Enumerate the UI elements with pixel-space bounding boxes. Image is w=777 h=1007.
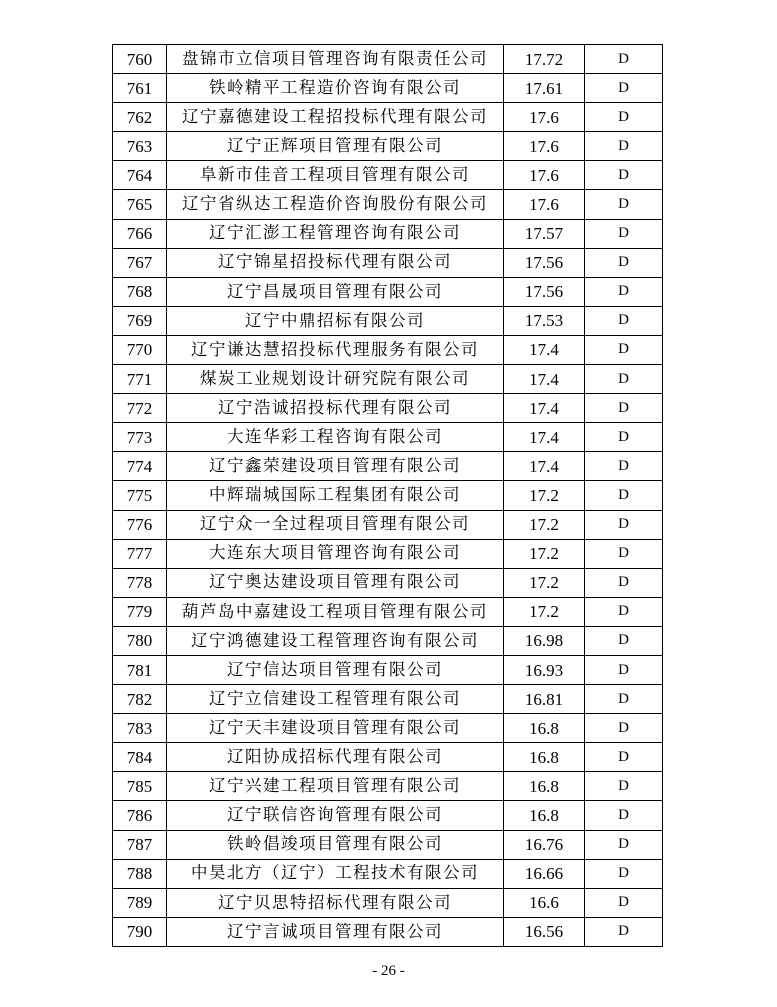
table-row [113,365,663,394]
grade-cell: D [585,597,663,626]
row-number-cell: 768 [113,277,167,306]
score-cell: 17.6 [504,190,585,219]
company-name-cell: 铁岭倡竣项目管理有限公司 [167,830,504,859]
row-number-cell: 760 [113,45,167,74]
grade-cell: D [585,539,663,568]
grade-cell: D [585,277,663,306]
table-row [113,859,663,888]
row-number-cell: 786 [113,801,167,830]
grade-cell: D [585,335,663,364]
score-cell: 16.6 [504,888,585,917]
row-number-cell: 790 [113,917,167,946]
grade-cell: D [585,452,663,481]
grade-cell: D [585,45,663,74]
company-name-cell: 辽宁省纵达工程造价咨询股份有限公司 [167,190,504,219]
score-cell: 17.6 [504,103,585,132]
page-number: - 26 - [372,963,405,979]
company-name-cell: 辽宁兴建工程项目管理有限公司 [167,772,504,801]
row-number-cell: 787 [113,830,167,859]
grade-cell: D [585,655,663,684]
score-cell: 17.2 [504,539,585,568]
score-cell: 17.2 [504,510,585,539]
grade-cell: D [585,685,663,714]
row-number-cell: 776 [113,510,167,539]
row-number-cell: 771 [113,365,167,394]
score-cell: 17.72 [504,45,585,74]
score-cell: 17.6 [504,161,585,190]
table-row [113,132,663,161]
score-cell: 16.93 [504,655,585,684]
grade-cell: D [585,190,663,219]
score-cell: 17.56 [504,277,585,306]
grade-cell: D [585,219,663,248]
company-name-cell: 辽宁众一全过程项目管理有限公司 [167,510,504,539]
company-name-cell: 阜新市佳音工程项目管理有限公司 [167,161,504,190]
company-name-cell: 辽宁昌晟项目管理有限公司 [167,277,504,306]
score-cell: 17.57 [504,219,585,248]
table-row [113,306,663,335]
score-cell: 16.8 [504,772,585,801]
score-cell: 17.56 [504,248,585,277]
score-cell: 17.2 [504,568,585,597]
company-name-cell: 辽宁谦达慧招投标代理服务有限公司 [167,335,504,364]
score-cell: 17.4 [504,365,585,394]
company-name-cell: 辽宁汇澎工程管理咨询有限公司 [167,219,504,248]
row-number-cell: 781 [113,655,167,684]
table-row [113,219,663,248]
score-cell: 17.4 [504,423,585,452]
row-number-cell: 769 [113,306,167,335]
row-number-cell: 773 [113,423,167,452]
grade-cell: D [585,510,663,539]
grade-cell: D [585,132,663,161]
row-number-cell: 782 [113,685,167,714]
row-number-cell: 772 [113,394,167,423]
row-number-cell: 784 [113,743,167,772]
company-name-cell: 辽宁正辉项目管理有限公司 [167,132,504,161]
grade-cell: D [585,481,663,510]
table-row [113,830,663,859]
row-number-cell: 777 [113,539,167,568]
company-name-cell: 中昊北方（辽宁）工程技术有限公司 [167,859,504,888]
grade-cell: D [585,394,663,423]
table-row [113,801,663,830]
table-row [113,510,663,539]
company-name-cell: 辽宁联信咨询管理有限公司 [167,801,504,830]
row-number-cell: 785 [113,772,167,801]
row-number-cell: 763 [113,132,167,161]
grade-cell: D [585,888,663,917]
table-row [113,423,663,452]
grade-cell: D [585,568,663,597]
ranking-table-body [113,45,663,947]
grade-cell: D [585,714,663,743]
table-row [113,190,663,219]
score-cell: 17.2 [504,481,585,510]
company-name-cell: 辽阳协成招标代理有限公司 [167,743,504,772]
score-cell: 16.76 [504,830,585,859]
table-row [113,452,663,481]
row-number-cell: 775 [113,481,167,510]
score-cell: 16.8 [504,714,585,743]
company-name-cell: 辽宁天丰建设项目管理有限公司 [167,714,504,743]
company-name-cell: 葫芦岛中嘉建设工程项目管理有限公司 [167,597,504,626]
company-name-cell: 辽宁奥达建设项目管理有限公司 [167,568,504,597]
grade-cell: D [585,161,663,190]
row-number-cell: 783 [113,714,167,743]
table-row [113,714,663,743]
table-row [113,539,663,568]
grade-cell: D [585,306,663,335]
row-number-cell: 789 [113,888,167,917]
row-number-cell: 761 [113,74,167,103]
score-cell: 17.2 [504,597,585,626]
company-name-cell: 辽宁锦星招投标代理有限公司 [167,248,504,277]
grade-cell: D [585,859,663,888]
row-number-cell: 764 [113,161,167,190]
company-name-cell: 辽宁贝思特招标代理有限公司 [167,888,504,917]
company-name-cell: 大连东大项目管理咨询有限公司 [167,539,504,568]
row-number-cell: 788 [113,859,167,888]
table-row [113,248,663,277]
table-row [113,481,663,510]
row-number-cell: 767 [113,248,167,277]
company-name-cell: 辽宁立信建设工程管理有限公司 [167,685,504,714]
company-name-cell: 大连华彩工程咨询有限公司 [167,423,504,452]
table-row [113,655,663,684]
score-cell: 17.4 [504,452,585,481]
grade-cell: D [585,801,663,830]
score-cell: 17.6 [504,132,585,161]
grade-cell: D [585,772,663,801]
score-cell: 17.4 [504,394,585,423]
company-name-cell: 辽宁鸿德建设工程管理咨询有限公司 [167,626,504,655]
company-name-cell: 辽宁中鼎招标有限公司 [167,306,504,335]
company-name-cell: 铁岭精平工程造价咨询有限公司 [167,74,504,103]
table-row [113,394,663,423]
score-cell: 16.8 [504,801,585,830]
table-row [113,103,663,132]
company-name-cell: 盘锦市立信项目管理咨询有限责任公司 [167,45,504,74]
company-name-cell: 煤炭工业规划设计研究院有限公司 [167,365,504,394]
table-row [113,743,663,772]
score-cell: 16.81 [504,685,585,714]
score-cell: 17.61 [504,74,585,103]
row-number-cell: 778 [113,568,167,597]
score-cell: 16.56 [504,917,585,946]
table-row [113,685,663,714]
score-cell: 17.4 [504,335,585,364]
table-row [113,597,663,626]
grade-cell: D [585,743,663,772]
grade-cell: D [585,74,663,103]
company-name-cell: 辽宁信达项目管理有限公司 [167,655,504,684]
score-cell: 16.8 [504,743,585,772]
company-name-cell: 中辉瑞城国际工程集团有限公司 [167,481,504,510]
grade-cell: D [585,365,663,394]
table-row [113,45,663,74]
row-number-cell: 765 [113,190,167,219]
company-name-cell: 辽宁言诚项目管理有限公司 [167,917,504,946]
grade-cell: D [585,423,663,452]
table-row [113,568,663,597]
table-row [113,626,663,655]
company-name-cell: 辽宁鑫荣建设项目管理有限公司 [167,452,504,481]
row-number-cell: 780 [113,626,167,655]
table-row [113,161,663,190]
score-cell: 17.53 [504,306,585,335]
row-number-cell: 779 [113,597,167,626]
grade-cell: D [585,830,663,859]
row-number-cell: 762 [113,103,167,132]
row-number-cell: 770 [113,335,167,364]
grade-cell: D [585,626,663,655]
table-row [113,917,663,946]
grade-cell: D [585,917,663,946]
row-number-cell: 774 [113,452,167,481]
score-cell: 16.98 [504,626,585,655]
grade-cell: D [585,103,663,132]
row-number-cell: 766 [113,219,167,248]
ranking-table [112,44,663,947]
table-row [113,772,663,801]
company-name-cell: 辽宁浩诚招投标代理有限公司 [167,394,504,423]
score-cell: 16.66 [504,859,585,888]
table-row [113,335,663,364]
table-row [113,888,663,917]
table-row [113,74,663,103]
grade-cell: D [585,248,663,277]
table-row [113,277,663,306]
company-name-cell: 辽宁嘉德建设工程招投标代理有限公司 [167,103,504,132]
